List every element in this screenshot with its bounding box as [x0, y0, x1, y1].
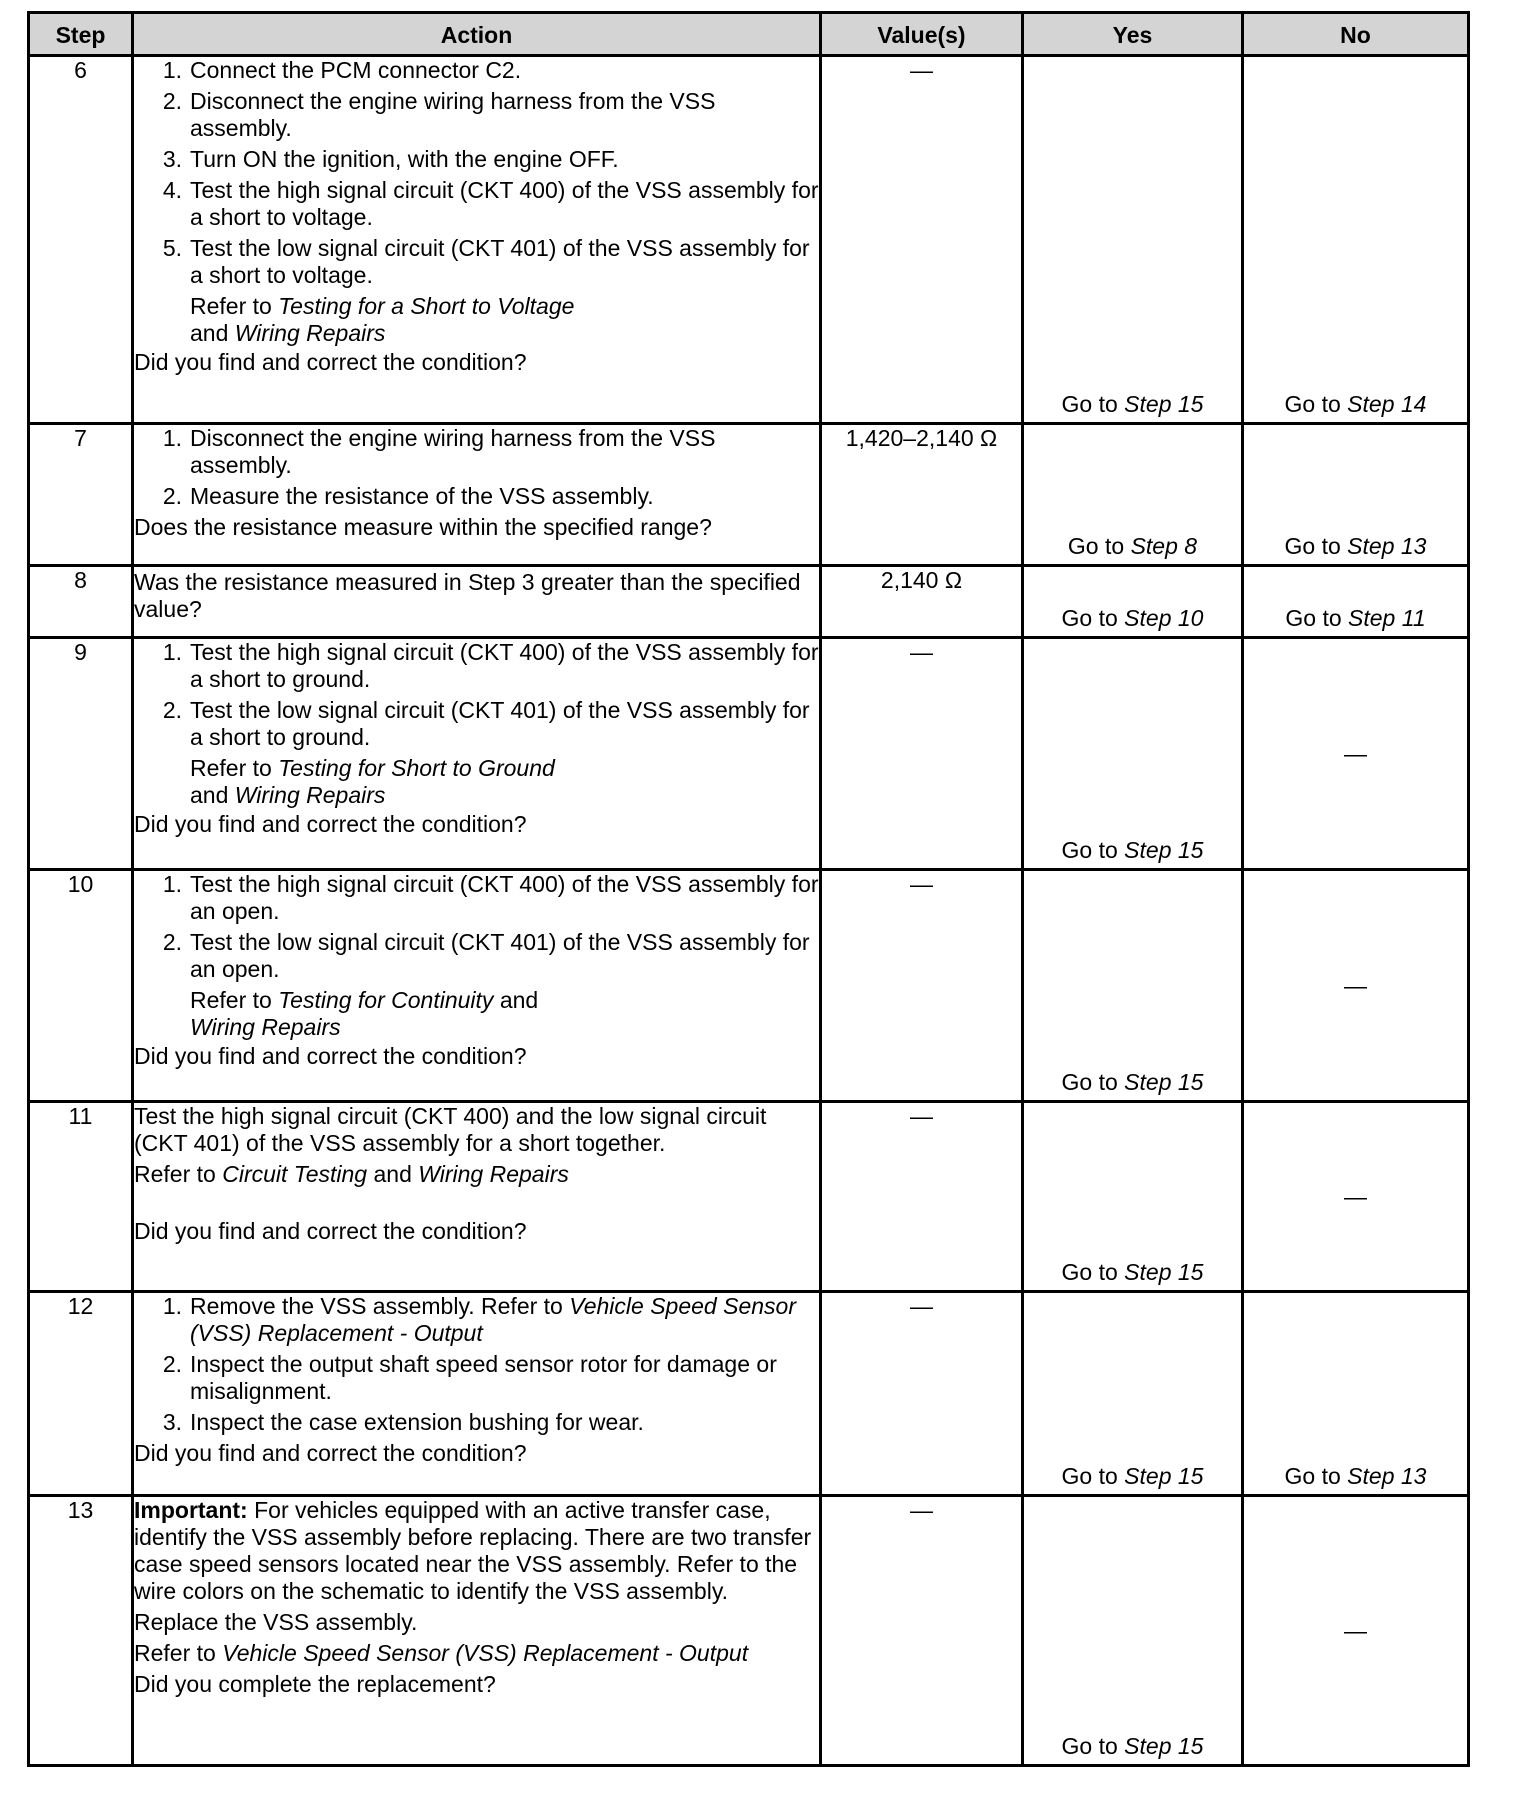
- table-row-step-12: [29, 1292, 1469, 1496]
- list-item: 3. Inspect the case extension bushing for wear.: [162, 1409, 644, 1435]
- important-note: Important: For vehicles equipped with an active transfer case, identify the VSS assembly before replacing. There are two transfer case speed sensors located near the VSS assembly. Refer to the wire colors on the schematic to identify the VSS assembly.: [134, 1497, 812, 1604]
- reference-note: Refer to Testing for a Short to Voltage and Wiring Repairs: [190, 293, 575, 346]
- list-item: 1. Remove the VSS assembly. Refer to Vehicle Speed Sensor (VSS) Replacement - Output: [162, 1293, 796, 1346]
- no-cell: Go to Step 13: [1243, 424, 1469, 566]
- reference-link: Testing for Continuity: [278, 987, 494, 1013]
- reference-note: Refer to Testing for Short to Ground and Wiring Repairs: [190, 755, 555, 808]
- reference-note: Refer to Vehicle Speed Sensor (VSS) Replacement - Output: [134, 1640, 749, 1666]
- no-cell: Go to Step 14: [1243, 56, 1469, 424]
- no-cell: Go to Step 11: [1243, 566, 1469, 638]
- table-row-step-9: [29, 638, 1469, 870]
- header-action: Action: [133, 13, 821, 56]
- header-yes: Yes: [1023, 13, 1243, 56]
- table-row-step-11: [29, 1102, 1469, 1292]
- diagnostic-table: [27, 11, 1470, 1767]
- yes-cell: Go to Step 15: [1023, 56, 1243, 424]
- action-cell: [133, 1292, 821, 1496]
- table-row-step-7: [29, 424, 1469, 566]
- question: Did you find and correct the condition?: [134, 349, 527, 375]
- table-row-step-8: [29, 566, 1469, 638]
- reference-link: Wiring Repairs: [234, 782, 386, 808]
- list-item: 2. Test the low signal circuit (CKT 401) of the VSS assembly for a short to ground.: [162, 697, 810, 750]
- step-number: 6: [29, 56, 133, 424]
- value-cell: —: [821, 1102, 1023, 1292]
- table-row-step-6: [29, 56, 1469, 424]
- no-cell: —: [1243, 870, 1469, 1102]
- yes-cell: Go to Step 15: [1023, 1102, 1243, 1292]
- yes-cell: Go to Step 15: [1023, 1496, 1243, 1766]
- question: Did you find and correct the condition?: [134, 1440, 527, 1466]
- reference-link: Vehicle Speed Sensor (VSS) Replacement - Output: [190, 1293, 796, 1346]
- question: Did you find and correct the condition?: [134, 1218, 527, 1244]
- yes-cell: Go to Step 15: [1023, 638, 1243, 870]
- reference-link: Testing for a Short to Voltage: [278, 293, 575, 319]
- header-values: Value(s): [821, 13, 1023, 56]
- reference-link: Wiring Repairs: [418, 1161, 569, 1187]
- no-cell: Go to Step 13: [1243, 1292, 1469, 1496]
- step-number: 11: [29, 1102, 133, 1292]
- step-number: 9: [29, 638, 133, 870]
- list-item: 1. Test the high signal circuit (CKT 400) of the VSS assembly for a short to ground.: [162, 639, 819, 692]
- table-row-step-10: [29, 870, 1469, 1102]
- step-number: 13: [29, 1496, 133, 1766]
- reference-link: Testing for Short to Ground: [278, 755, 555, 781]
- step-number: 8: [29, 566, 133, 638]
- question: Did you complete the replacement?: [134, 1671, 496, 1697]
- reference-link: Circuit Testing: [222, 1161, 368, 1187]
- header-row: [29, 13, 1469, 56]
- action-cell: [133, 424, 821, 566]
- question: Does the resistance measure within the specified range?: [134, 514, 712, 540]
- action-cell: [133, 870, 821, 1102]
- step-number: 12: [29, 1292, 133, 1496]
- step-number: 10: [29, 870, 133, 1102]
- action-cell: [133, 1102, 821, 1292]
- question: Did you find and correct the condition?: [134, 811, 527, 837]
- action-cell: [133, 56, 821, 424]
- action-cell: [133, 566, 821, 638]
- table-row-step-13: [29, 1496, 1469, 1766]
- value-cell: —: [821, 870, 1023, 1102]
- value-cell: —: [821, 1292, 1023, 1496]
- value-cell: 1,420–2,140 Ω: [821, 424, 1023, 566]
- yes-cell: Go to Step 15: [1023, 870, 1243, 1102]
- list-item: 1. Disconnect the engine wiring harness from the VSS assembly.: [162, 425, 716, 478]
- instruction-text: Replace the VSS assembly.: [134, 1609, 418, 1635]
- header-no: No: [1243, 13, 1469, 56]
- header-step: Step: [29, 13, 133, 56]
- reference-link: Wiring Repairs: [234, 320, 386, 346]
- list-item: 5. Test the low signal circuit (CKT 401) of the VSS assembly for a short to voltage.: [162, 235, 810, 288]
- list-item: 1. Connect the PCM connector C2.: [162, 57, 522, 83]
- question: Did you find and correct the condition?: [134, 1043, 527, 1069]
- yes-cell: Go to Step 10: [1023, 566, 1243, 638]
- reference-link: Wiring Repairs: [190, 1014, 341, 1040]
- value-cell: —: [821, 1496, 1023, 1766]
- important-label: Important:: [134, 1497, 248, 1523]
- list-item: 1. Test the high signal circuit (CKT 400) of the VSS assembly for an open.: [162, 871, 819, 924]
- no-cell: —: [1243, 1102, 1469, 1292]
- list-item: 2. Disconnect the engine wiring harness from the VSS assembly.: [162, 88, 716, 141]
- list-item: 2. Measure the resistance of the VSS assembly.: [162, 483, 654, 509]
- instruction-text: Test the high signal circuit (CKT 400) and the low signal circuit (CKT 401) of the VSS assembly for a short together.: [134, 1103, 767, 1156]
- list-item: 2. Inspect the output shaft speed sensor rotor for damage or misalignment.: [162, 1351, 777, 1404]
- question: Was the resistance measured in Step 3 greater than the specified value?: [134, 569, 801, 622]
- no-cell: —: [1243, 1496, 1469, 1766]
- step-number: 7: [29, 424, 133, 566]
- reference-link: Vehicle Speed Sensor (VSS) Replacement - Output: [222, 1640, 749, 1666]
- yes-cell: Go to Step 15: [1023, 1292, 1243, 1496]
- value-cell: —: [821, 56, 1023, 424]
- value-cell: 2,140 Ω: [821, 566, 1023, 638]
- action-cell: [133, 1496, 821, 1766]
- action-cell: [133, 638, 821, 870]
- list-item: 2. Test the low signal circuit (CKT 401) of the VSS assembly for an open.: [162, 929, 810, 982]
- list-item: 3. Turn ON the ignition, with the engine OFF.: [162, 146, 619, 172]
- reference-note: Refer to Testing for Continuity and Wiring Repairs: [190, 987, 539, 1040]
- yes-cell: Go to Step 8: [1023, 424, 1243, 566]
- list-item: 4. Test the high signal circuit (CKT 400) of the VSS assembly for a short to voltage.: [162, 177, 819, 230]
- no-cell: —: [1243, 638, 1469, 870]
- reference-note: Refer to Circuit Testing and Wiring Repairs: [134, 1161, 569, 1187]
- value-cell: —: [821, 638, 1023, 870]
